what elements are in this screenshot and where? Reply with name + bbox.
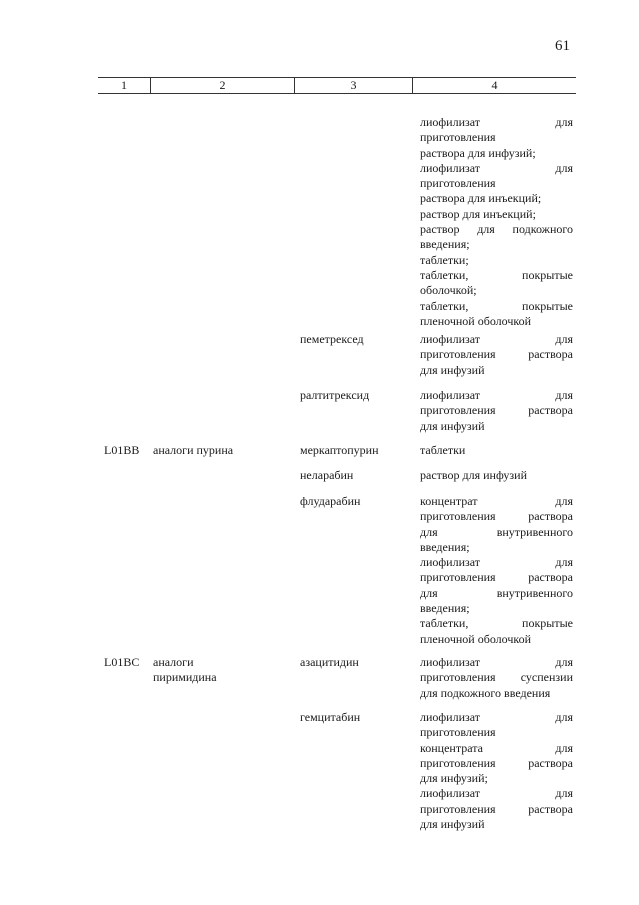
form-word: раствор для инфузий bbox=[420, 468, 527, 482]
form-word: приготовления bbox=[420, 670, 496, 685]
form-word: для bbox=[555, 786, 573, 801]
form-word: приготовления bbox=[420, 570, 496, 585]
form-line bbox=[420, 725, 573, 740]
form-line bbox=[420, 347, 573, 362]
form-word: для bbox=[555, 160, 573, 175]
drug-raltitrexed: ралтитрексид bbox=[300, 388, 370, 402]
form-word: лиофилизат bbox=[420, 388, 481, 402]
form-line bbox=[420, 670, 573, 685]
form-line bbox=[420, 540, 573, 555]
form-line bbox=[420, 222, 573, 237]
continued-forms bbox=[420, 115, 573, 329]
drug-azacitidine: азацитидин bbox=[300, 655, 359, 669]
form-line bbox=[420, 268, 573, 283]
form-word: введения; bbox=[420, 601, 470, 616]
form-word: раствора bbox=[528, 755, 573, 770]
form-line bbox=[420, 616, 573, 631]
form-line bbox=[420, 525, 573, 540]
form-word: приготовления bbox=[420, 176, 496, 191]
form-word: пленочной оболочкой bbox=[420, 631, 532, 646]
form-word: для bbox=[477, 222, 495, 237]
form-word: для bbox=[555, 115, 573, 129]
form-line bbox=[420, 586, 573, 601]
form-word: таблетки, bbox=[420, 616, 469, 631]
form-line bbox=[420, 176, 573, 191]
form-word: для инфузий bbox=[420, 362, 485, 377]
form-word: приготовления bbox=[420, 801, 496, 816]
form-line bbox=[420, 601, 573, 616]
form-word: лиофилизат bbox=[420, 160, 481, 175]
drug-pemetrexed: пеметрексед bbox=[300, 332, 364, 346]
form-word: пленочной оболочкой bbox=[420, 313, 532, 328]
form-word: приготовления bbox=[420, 347, 496, 362]
forms-mercaptopurine bbox=[420, 443, 573, 458]
form-word: для bbox=[555, 494, 573, 508]
form-word: для bbox=[555, 740, 573, 755]
form-word: раствора bbox=[528, 509, 573, 524]
atc-code-l01bb: L01BB bbox=[104, 443, 140, 457]
form-word: для bbox=[420, 585, 438, 600]
header-col-1: 1 bbox=[98, 78, 151, 93]
form-word: внутривенного bbox=[496, 585, 573, 600]
form-line bbox=[420, 237, 573, 252]
drug-fludarabine: флударабин bbox=[300, 494, 361, 508]
form-word: раствора bbox=[528, 347, 573, 362]
form-word: раствор bbox=[420, 222, 460, 237]
form-line bbox=[420, 161, 573, 176]
form-word: приготовления bbox=[420, 403, 496, 418]
forms-nelarabine bbox=[420, 468, 573, 483]
form-word: оболочкой; bbox=[420, 283, 477, 298]
form-word: для bbox=[555, 655, 573, 669]
form-line bbox=[420, 283, 573, 298]
form-line bbox=[420, 403, 573, 418]
form-line bbox=[420, 710, 573, 725]
form-word: введения; bbox=[420, 539, 470, 554]
form-word: таблетки, bbox=[420, 267, 469, 282]
header-col-3: 3 bbox=[295, 78, 413, 93]
drug-nelarabine: неларабин bbox=[300, 468, 354, 482]
form-word: для bbox=[420, 524, 438, 539]
form-word: покрытые bbox=[522, 616, 573, 631]
form-line bbox=[420, 191, 573, 206]
form-word: приготовления bbox=[420, 755, 496, 770]
atc-code-l01bc: L01BC bbox=[104, 655, 140, 669]
form-word: суспензии bbox=[520, 670, 573, 685]
form-line bbox=[420, 146, 573, 161]
header-col-2: 2 bbox=[151, 78, 295, 93]
forms-azacitidine bbox=[420, 655, 573, 701]
form-word: таблетки, bbox=[420, 298, 469, 313]
form-word: внутривенного bbox=[496, 524, 573, 539]
form-word: раствора bbox=[528, 403, 573, 418]
form-word: концентрата bbox=[420, 740, 483, 755]
form-word: покрытые bbox=[522, 298, 573, 313]
form-word: таблетки bbox=[420, 443, 466, 457]
form-line bbox=[420, 494, 573, 509]
form-word: лиофилизат bbox=[420, 115, 481, 129]
form-line bbox=[420, 115, 573, 130]
form-line bbox=[420, 771, 573, 786]
form-line bbox=[420, 253, 573, 268]
form-word: таблетки; bbox=[420, 252, 469, 267]
form-line bbox=[420, 786, 573, 801]
group-l01bc-line2: пиримидина bbox=[153, 670, 217, 685]
form-line bbox=[420, 509, 573, 524]
form-line bbox=[420, 555, 573, 570]
form-line bbox=[420, 388, 573, 403]
form-line bbox=[420, 363, 573, 378]
form-word: лиофилизат bbox=[420, 332, 481, 346]
form-line bbox=[420, 570, 573, 585]
form-line bbox=[420, 299, 573, 314]
header-col-4: 4 bbox=[491, 78, 498, 92]
form-line bbox=[420, 741, 573, 756]
forms-gemcitabine bbox=[420, 710, 573, 832]
drug-gemcitabine: гемцитабин bbox=[300, 710, 361, 724]
form-word: для bbox=[555, 388, 573, 402]
form-word: лиофилизат bbox=[420, 786, 481, 801]
form-word: лиофилизат bbox=[420, 710, 481, 724]
form-line bbox=[420, 468, 573, 483]
page-number: 61 bbox=[555, 38, 570, 54]
form-line bbox=[420, 756, 573, 771]
form-word: для инфузий; bbox=[420, 771, 488, 786]
form-line bbox=[420, 314, 573, 329]
form-word: для bbox=[555, 710, 573, 724]
forms-raltitrexed bbox=[420, 388, 573, 434]
form-word: раствора bbox=[528, 570, 573, 585]
table-header bbox=[98, 77, 576, 94]
form-word: подкожного bbox=[512, 222, 573, 237]
forms-pemetrexed bbox=[420, 332, 573, 378]
form-line bbox=[420, 817, 573, 832]
form-line bbox=[420, 443, 573, 458]
form-line bbox=[420, 802, 573, 817]
form-line bbox=[420, 419, 573, 434]
form-word: приготовления bbox=[420, 725, 496, 740]
group-l01bc-line1: аналоги bbox=[153, 655, 194, 669]
group-l01bb: аналоги пурина bbox=[153, 443, 234, 457]
form-word: для bbox=[555, 555, 573, 570]
forms-fludarabine bbox=[420, 494, 573, 647]
form-word: раствора bbox=[528, 801, 573, 816]
form-word: для инфузий bbox=[420, 418, 485, 433]
form-line bbox=[420, 632, 573, 647]
form-word: покрытые bbox=[522, 267, 573, 282]
form-word: лиофилизат bbox=[420, 655, 481, 669]
form-word: для инфузий bbox=[420, 817, 485, 832]
form-line bbox=[420, 130, 573, 145]
form-word: раствор для инъекций; bbox=[420, 206, 536, 221]
form-word: раствора для инфузий; bbox=[420, 145, 536, 160]
form-line bbox=[420, 686, 573, 701]
form-line bbox=[420, 332, 573, 347]
form-word: для bbox=[555, 332, 573, 346]
form-word: раствора для инъекций; bbox=[420, 191, 542, 206]
form-word: лиофилизат bbox=[420, 555, 481, 570]
form-word: для подкожного введения bbox=[420, 685, 551, 700]
form-word: введения; bbox=[420, 237, 470, 252]
group-l01bc bbox=[153, 655, 293, 686]
form-line bbox=[420, 207, 573, 222]
form-line bbox=[420, 655, 573, 670]
form-word: приготовления bbox=[420, 509, 496, 524]
drug-mercaptopurine: меркаптопурин bbox=[300, 443, 379, 457]
form-word: приготовления bbox=[420, 130, 496, 145]
form-word: концентрат bbox=[420, 494, 478, 508]
